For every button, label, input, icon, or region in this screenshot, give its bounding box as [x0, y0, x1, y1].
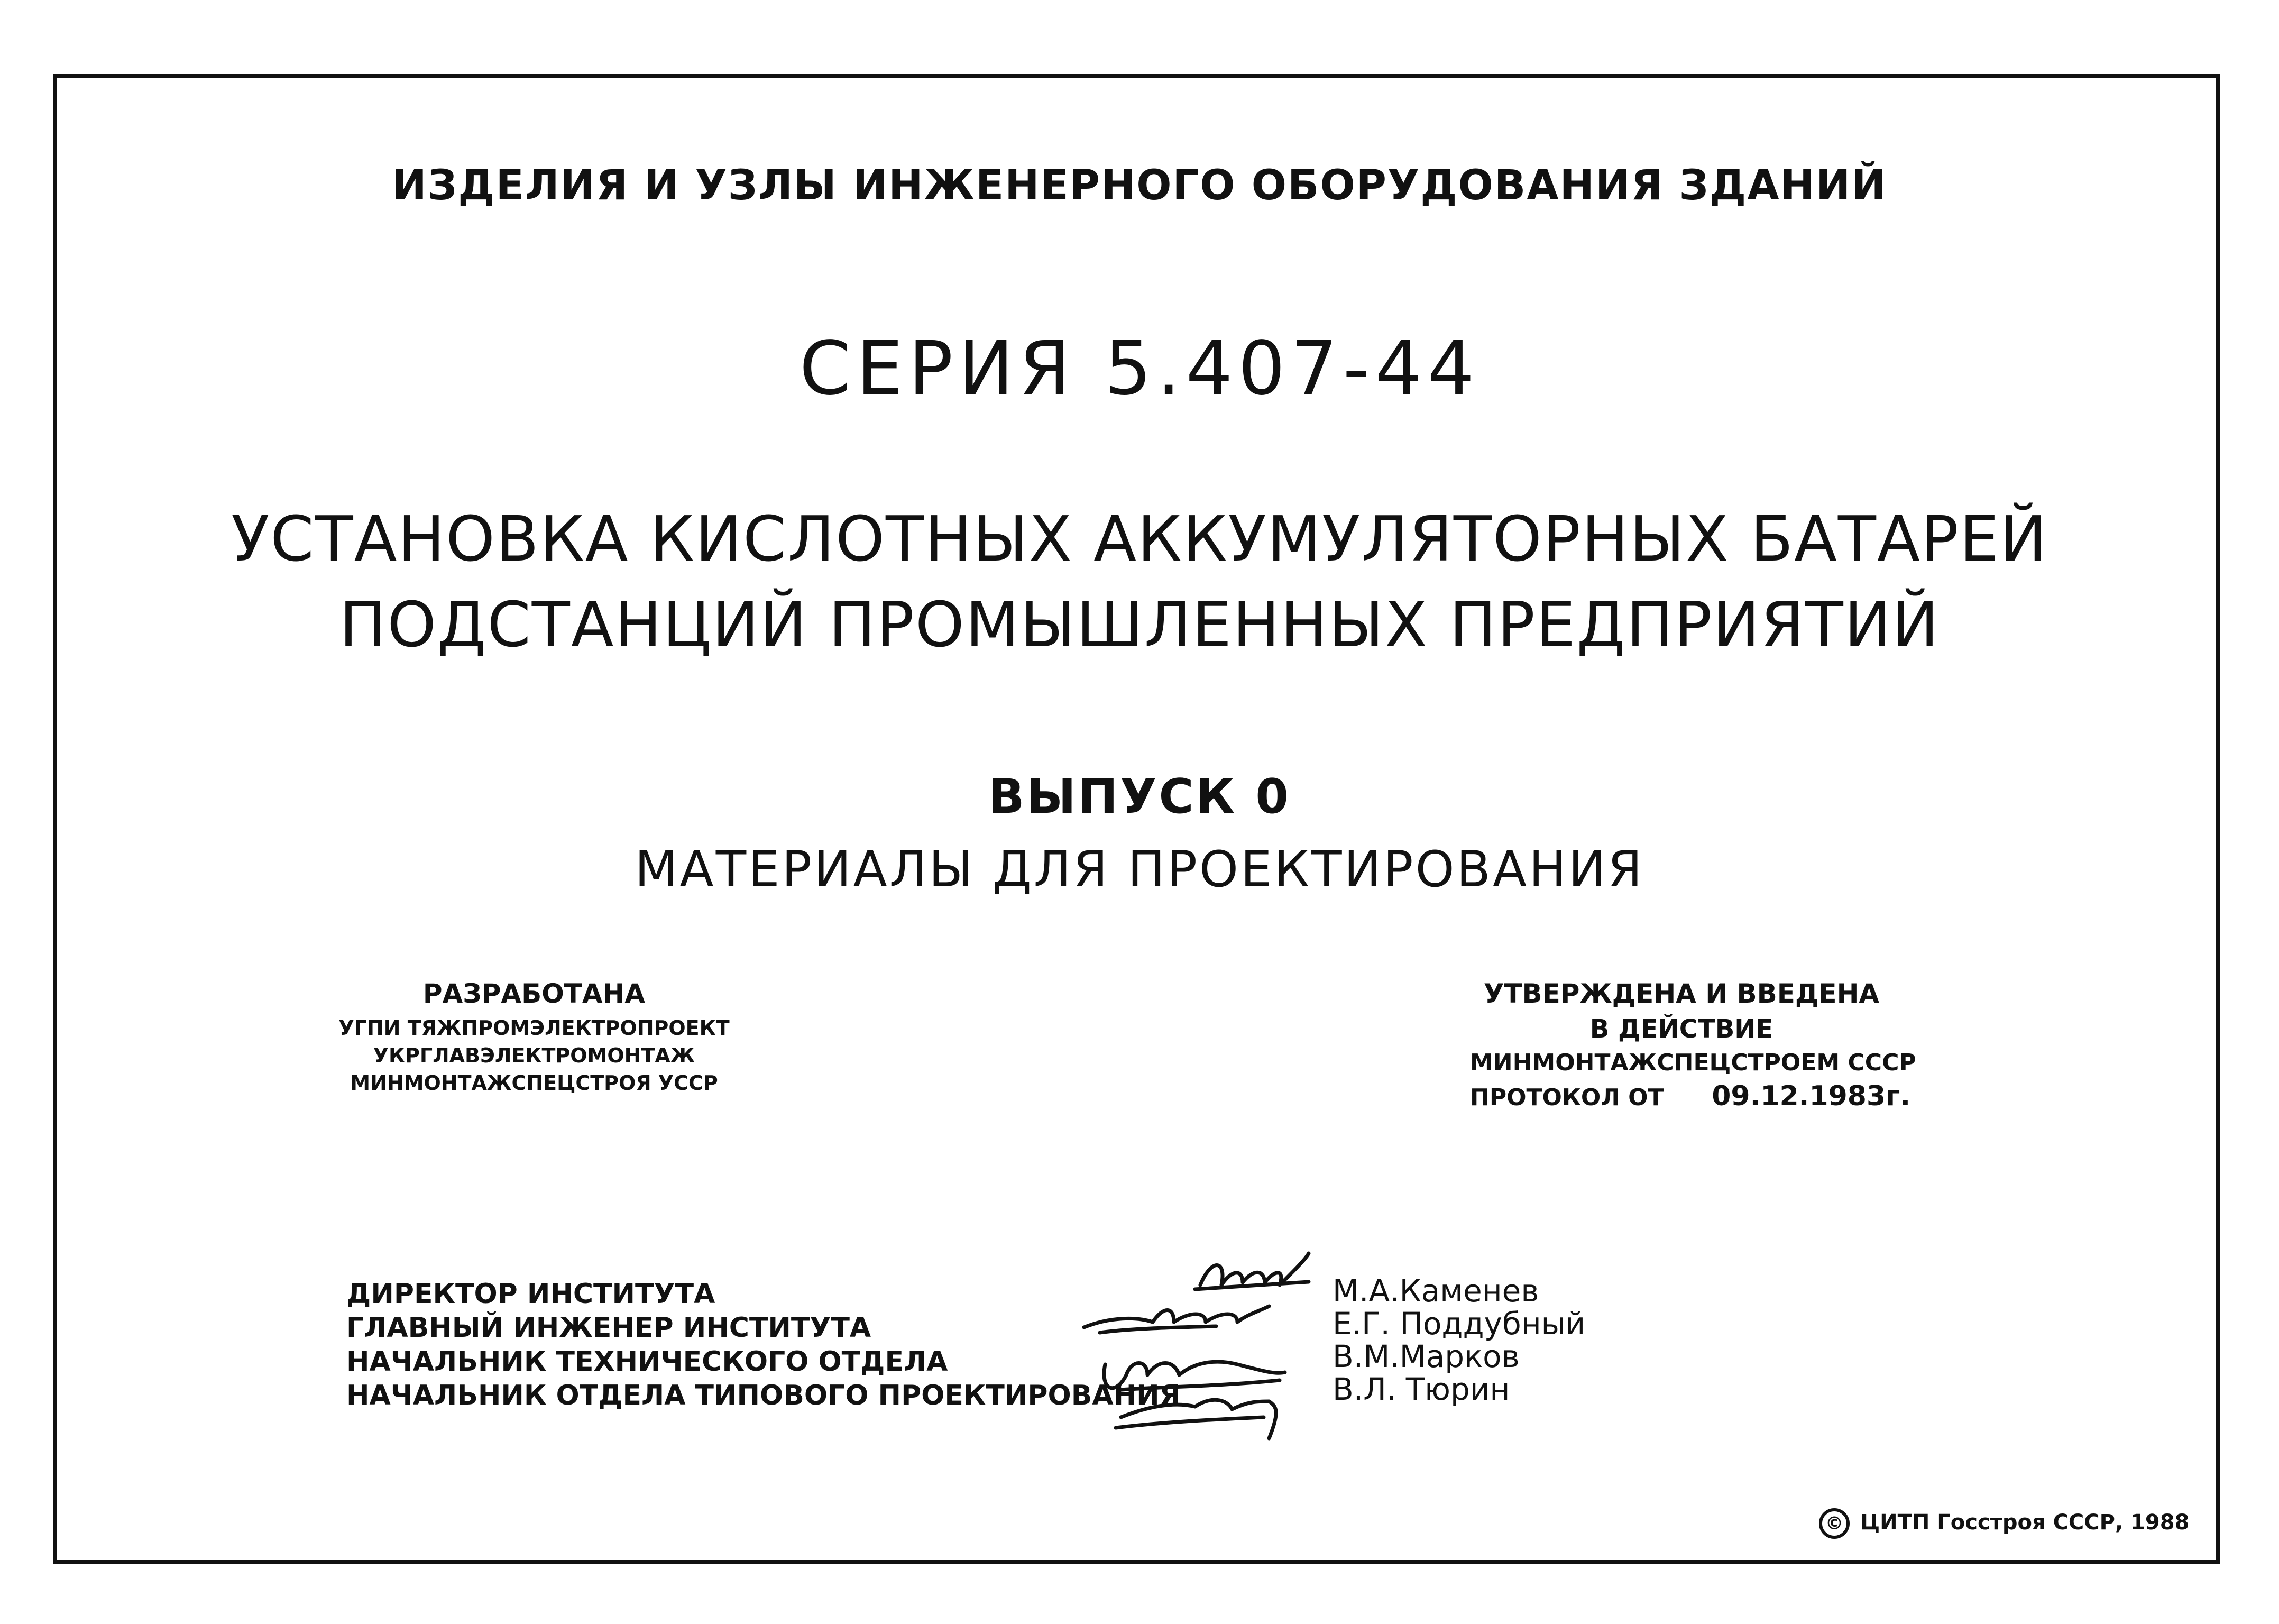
- developer-line: УКРГЛАВЭЛЕКТРОМОНТАЖ: [373, 1044, 695, 1067]
- document-title-line-1: УСТАНОВКА КИСЛОТНЫХ АККУМУЛЯТОРНЫХ БАТАРЕЙ: [231, 502, 2048, 575]
- developed-by-block: [333, 978, 735, 1095]
- developed-by-heading: РАЗРАБОТАНА: [422, 978, 646, 1009]
- protocol-date: 09.12.1983г.: [1712, 1080, 1911, 1112]
- signatory-name: В.М.Марков: [1333, 1338, 1520, 1374]
- signatory-title: НАЧАЛЬНИК ТЕХНИЧЕСКОГО ОТДЕЛА: [346, 1346, 948, 1378]
- signatory-title: НАЧАЛЬНИК ОТДЕЛА ТИПОВОГО ПРОЕКТИРОВАНИЯ: [346, 1380, 1181, 1411]
- copyright-text: ЦИТП Госстроя СССР, 1988: [1860, 1510, 2190, 1535]
- copyright-notice: [1819, 1508, 2189, 1539]
- protocol-line: [1470, 1080, 1911, 1112]
- signatory-name: В.Л. Тюрин: [1333, 1371, 1510, 1407]
- developer-line: МИНМОНТАЖСПЕЦСТРОЯ УССР: [350, 1071, 718, 1095]
- signatory-title: ГЛАВНЫЙ ИНЖЕНЕР ИНСТИТУТА: [346, 1312, 871, 1344]
- signatory-name: М.А.Каменев: [1333, 1273, 1539, 1309]
- approved-line: МИНМОНТАЖСПЕЦСТРОЕМ СССР: [1470, 1049, 1916, 1076]
- signatory-titles: [346, 1277, 1181, 1412]
- copyright-icon: ©: [1819, 1508, 1850, 1539]
- document-title-line-2: ПОДСТАНЦИЙ ПРОМЫШЛЕННЫХ ПРЕДПРИЯТИЙ: [339, 588, 1940, 661]
- signatory-names: [1333, 1274, 1585, 1406]
- signatory-title: ДИРЕКТОР ИНСТИТУТА: [346, 1278, 715, 1310]
- handwritten-signatures: [1068, 1248, 1322, 1449]
- approved-line: В ДЕЙСТВИЕ: [1589, 1014, 1773, 1044]
- issue-number: ВЫПУСК 0: [988, 769, 1291, 824]
- signatory-name: Е.Г. Поддубный: [1333, 1306, 1586, 1342]
- issue-subtitle: МАТЕРИАЛЫ ДЛЯ ПРОЕКТИРОВАНИЯ: [635, 841, 1644, 898]
- approved-block: [1470, 978, 1916, 1112]
- category-heading: ИЗДЕЛИЯ И УЗЛЫ ИНЖЕНЕРНОГО ОБОРУДОВАНИЯ ЗДАНИЙ: [392, 162, 1887, 209]
- approved-line: УТВЕРЖДЕНА И ВВЕДЕНА: [1483, 978, 1880, 1009]
- series-number: СЕРИЯ 5.407-44: [799, 326, 1480, 412]
- developer-line: УГПИ ТЯЖПРОМЭЛЕКТРОПРОЕКТ: [338, 1016, 730, 1040]
- protocol-label: ПРОТОКОЛ ОТ: [1470, 1084, 1664, 1111]
